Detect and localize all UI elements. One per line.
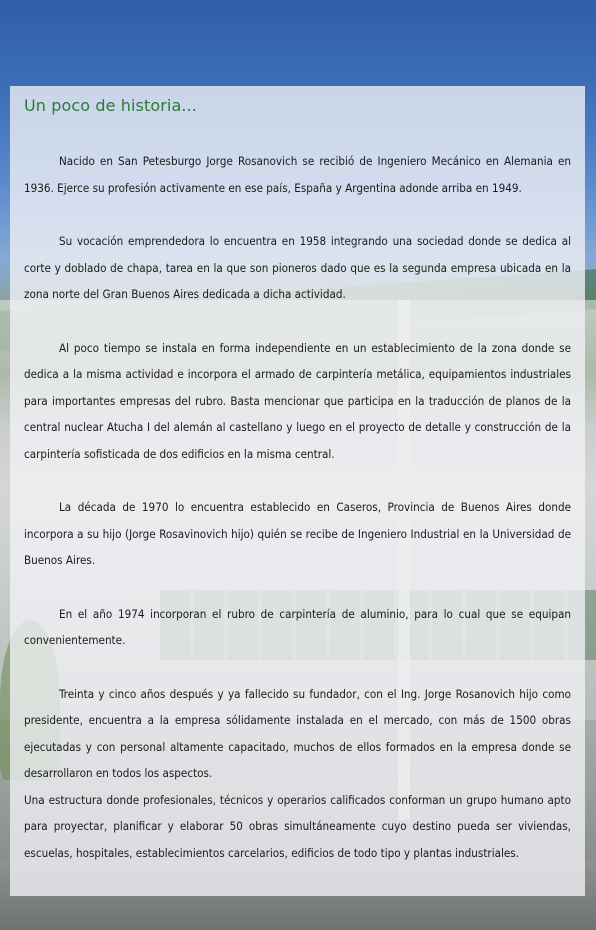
history-content [24, 148, 571, 866]
page-title: Un poco de historia... [24, 96, 197, 115]
paragraph-structure: Una estructura donde profesionales, técnicos y operarios calificados conforman un grupo humano apto para proyectar, planificar y elaborar 50 obras simultáneamente cuyo destino pueda ser viviendas, escuelas, hospitales, establecimientos carcelarios, edificios de todo tipo y plantas industriales. [24, 792, 571, 860]
paragraph-thirty-five-years: Treinta y cinco años después y ya fallecido su fundador, con el Ing. Jorge Rosanovich hijo como presidente, encuentra a la empresa sólidamente instalada en el mercado, con más de 1500 obras ejecutadas y con personal altamente capacitado, muchos de ellos formados en la empresa donde se desarrollaron en todos los aspectos. [24, 686, 571, 780]
paragraph-1970: La década de 1970 lo encuentra establecido en Caseros, Provincia de Buenos Aires donde incorpora a su hijo (Jorge Rosavinovich hijo) quién se recibe de Ingeniero Industrial en la Universidad de Buenos Aires. [24, 500, 571, 567]
paragraph-1974: En el año 1974 incorporan el rubro de carpintería de aluminio, para lo cual que se equipan convenientemente. [24, 606, 571, 647]
paragraph-birth: Nacido en San Petesburgo Jorge Rosanovich se recibió de Ingeniero Mecánico en Alemania en 1936. Ejerce su profesión activamente en ese país, España y Argentina adonde arriba en 1949. [24, 154, 571, 195]
paragraph-independent: Al poco tiempo se instala en forma independiente en un establecimiento de la zona donde se dedica a la misma actividad e incorpora el armado de carpintería metálica, equipamientos industriales para importantes empresas del rubro. Basta mencionar que participa en la traducción de planos de la central nuclear Atucha I del alemán al castellano y luego en el proyecto de detalle y construcción de la carpintería sofisticada de dos edificios en la misma central. [24, 340, 571, 461]
paragraph-1958: Su vocación emprendedora lo encuentra en 1958 integrando una sociedad donde se dedica al corte y doblado de chapa, tarea en la que son pioneros dado que es la segunda empresa ubicada en la zona norte del Gran Buenos Aires dedicada a dicha actividad. [24, 234, 571, 301]
